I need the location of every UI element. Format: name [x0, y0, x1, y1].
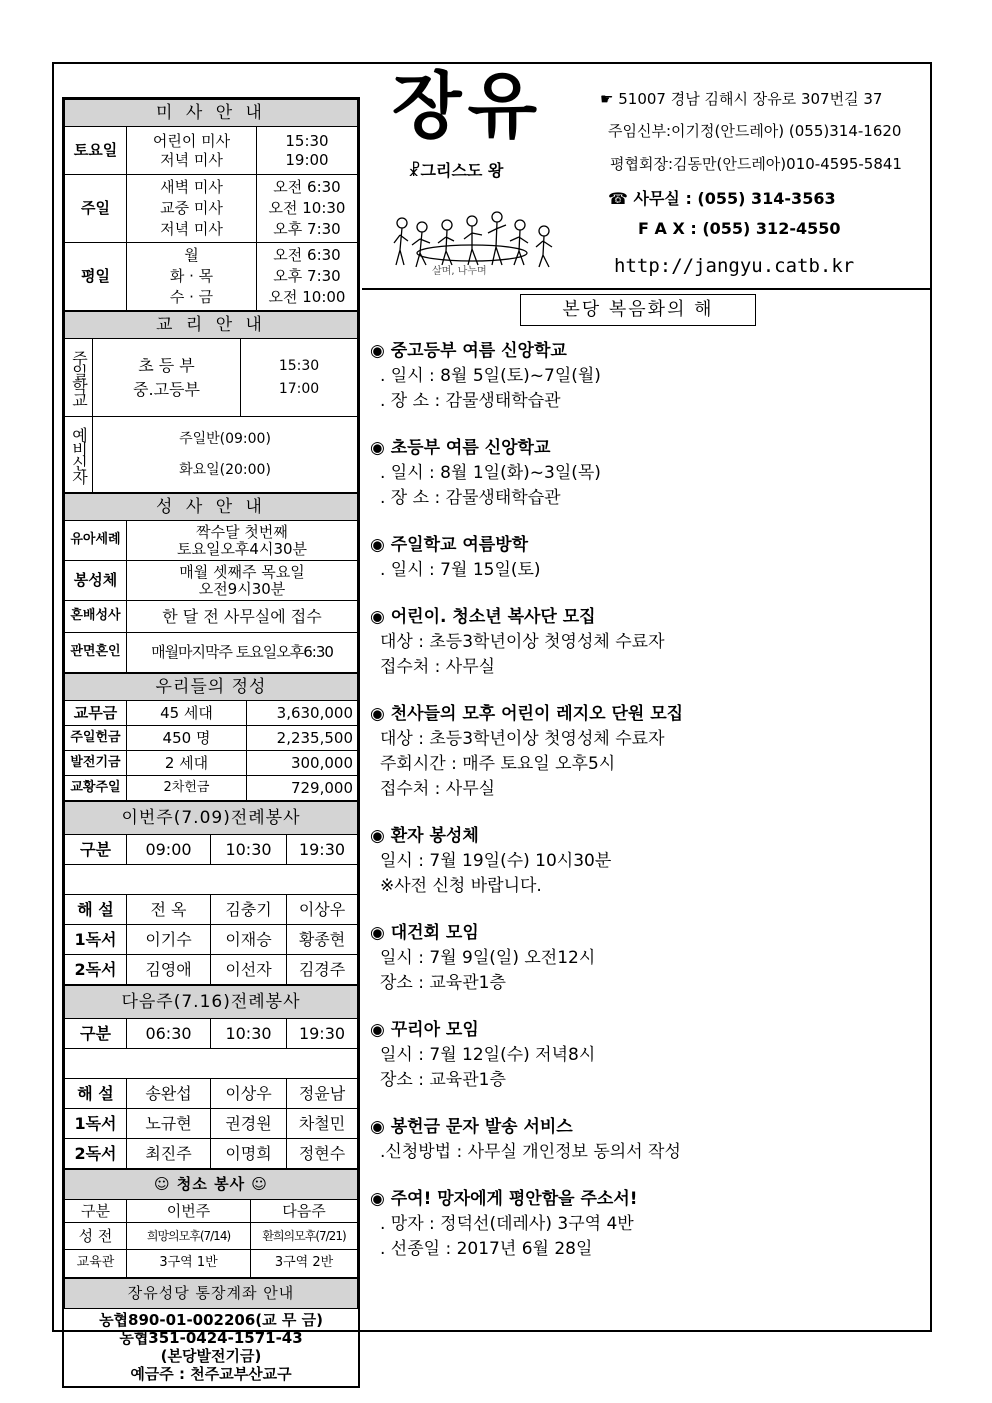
pointing-hand-icon: ☛ — [600, 90, 614, 108]
service-role: 2독서 — [65, 955, 127, 985]
mass-saturday-names: 어린이 미사 저녁 미사 — [127, 127, 257, 175]
notice-line: 대상 : 초등3학년이상 첫영성체 수료자 — [380, 729, 665, 749]
notice-item — [370, 1114, 925, 1165]
catechumen-sunday-class: 주일반(09:00) — [179, 430, 271, 447]
sacrament-value: 짝수달 첫번째 토요일오후4시30분 — [127, 521, 358, 561]
service-column-header: 10:30 — [211, 1019, 287, 1049]
notice-title: ◉ 주여! 망자에게 평안함을 주소서! — [370, 1189, 638, 1209]
notice-item — [370, 532, 925, 583]
drawing-caption: 살며, 나누며 — [432, 266, 487, 277]
header-divider — [362, 288, 930, 290]
sacrament-label: 관면혼인 — [65, 633, 127, 673]
service-person: 이재승 — [211, 925, 287, 955]
offering-label: 발전기금 — [65, 751, 127, 776]
cleaning-group: 3구역 2반 — [251, 1250, 358, 1278]
service-column-header: 구분 — [65, 1019, 127, 1049]
cleaning-column-header: 구분 — [65, 1200, 127, 1223]
offering-count: 2차헌금 — [127, 776, 247, 801]
mass-sunday-names: 새벽 미사 교중 미사 저녁 미사 — [127, 175, 257, 243]
website-url[interactable]: http://jangyu.catb.kr — [614, 255, 855, 277]
sacraments-table — [64, 520, 358, 673]
offering-count: 2 세대 — [127, 751, 247, 776]
cleaning-group: 희망의모후(7/14) — [127, 1223, 251, 1250]
notice-title: ◉ 봉헌금 문자 발송 서비스 — [370, 1117, 573, 1137]
notices-list — [370, 338, 925, 1283]
notice-item — [370, 701, 925, 802]
offering-amount: 300,000 — [247, 751, 358, 776]
offering-label: 주일헌금 — [65, 726, 127, 751]
sunday-school-names: 초 등 부 중.고등부 — [93, 339, 241, 417]
mass-sunday-times: 오전 6:30 오전 10:30 오후 7:30 — [257, 175, 358, 243]
mass-section — [62, 97, 360, 1388]
notice-line: .신청방법 : 사무실 개인정보 동의서 작성 — [380, 1142, 681, 1162]
notice-title: ◉ 환자 봉성체 — [370, 826, 479, 846]
service-column-header: 19:30 — [287, 835, 358, 865]
service-next-table — [64, 1018, 358, 1169]
notice-title: ◉ 꾸리아 모임 — [370, 1020, 479, 1040]
phone-icon: ☎ — [608, 189, 628, 208]
cleaning-heading: ☺ 청소 봉사 ☺ — [64, 1169, 358, 1199]
sacrament-label: 유아세례 — [65, 521, 127, 561]
notice-title: ◉ 주일학교 여름방학 — [370, 535, 529, 555]
service-role: 해 설 — [65, 1079, 127, 1109]
service-role: 1독서 — [65, 1109, 127, 1139]
offering-label: 교황주일 — [65, 776, 127, 801]
mass-weekday-label: 평일 — [65, 243, 127, 311]
service-person: 이상우 — [287, 895, 358, 925]
notice-line: . 장 소 : 감물생태학습관 — [380, 391, 561, 411]
offering-table — [64, 700, 358, 801]
notice-title: ◉ 대건회 모임 — [370, 923, 479, 943]
sacrament-value: 한 달 전 사무실에 접수 — [127, 601, 358, 633]
service-column-header: 09:00 — [127, 835, 211, 865]
notice-line: . 망자 : 정덕선(데레사) 3구역 4반 — [380, 1214, 634, 1234]
offering-amount: 729,000 — [247, 776, 358, 801]
notice-item — [370, 435, 925, 511]
offering-amount: 2,235,500 — [247, 726, 358, 751]
mass-saturday-times: 15:30 19:00 — [257, 127, 358, 175]
notice-line: . 선종일 : 2017년 6월 28일 — [380, 1239, 593, 1259]
notice-item — [370, 338, 925, 414]
service-person: 정윤남 — [287, 1079, 358, 1109]
catechism-heading: 교 리 안 내 — [64, 311, 358, 338]
notice-line: ※사전 신청 바랍니다. — [380, 876, 542, 896]
fax-line: F A X : (055) 312-4550 — [638, 219, 841, 238]
council-line: 평협회장:김동만(안드레아)010-4595-5841 — [610, 155, 902, 173]
notice-line: 일시 : 7월 19일(수) 10시30분 — [380, 851, 612, 871]
service-person: 전 옥 — [127, 895, 211, 925]
sunday-school-label: 주일학교 — [65, 339, 93, 417]
notice-title: ◉ 천사들의 모후 어린이 레지오 단원 모집 — [370, 704, 684, 724]
account-heading: 장유성당 통장계좌 안내 — [64, 1278, 358, 1308]
service-person: 김경주 — [287, 955, 358, 985]
service-person: 차철민 — [287, 1109, 358, 1139]
service-person: 노규현 — [127, 1109, 211, 1139]
service-person: 이기수 — [127, 925, 211, 955]
left-column — [62, 97, 360, 1388]
cleaning-column-header: 이번주 — [127, 1200, 251, 1223]
service-person: 권경원 — [211, 1109, 287, 1139]
offering-amount: 3,630,000 — [247, 701, 358, 726]
address-text: 51007 경남 김해시 장유로 307번길 37 — [618, 90, 883, 108]
sunday-school-times: 15:30 17:00 — [241, 339, 358, 417]
service-column-header: 10:30 — [211, 835, 287, 865]
service-person: 정현수 — [287, 1139, 358, 1169]
mass-weekday-times: 오전 6:30 오후 7:30 오전 10:00 — [257, 243, 358, 311]
cleaning-group: 3구역 1반 — [127, 1250, 251, 1278]
account-details — [64, 1308, 358, 1386]
notice-line: 대상 : 초등3학년이상 첫영성체 수료자 — [380, 632, 665, 652]
cleaning-column-header: 다음주 — [251, 1200, 358, 1223]
service-person: 황종현 — [287, 925, 358, 955]
notice-line: 일시 : 7월 9일(일) 오전12시 — [380, 948, 596, 968]
office-phone-text: 사무실 : (055) 314-3563 — [633, 189, 836, 208]
service-this-table — [64, 834, 358, 985]
parish-title: 장유 — [392, 64, 544, 148]
notice-line: . 일시 : 8월 5일(토)~7일(월) — [380, 366, 601, 386]
service-person: 이명희 — [211, 1139, 287, 1169]
cleaning-area: 성 전 — [65, 1223, 127, 1250]
service-person: 최진주 — [127, 1139, 211, 1169]
service-person: 김충기 — [211, 895, 287, 925]
notice-item — [370, 1186, 925, 1262]
notice-item — [370, 1017, 925, 1093]
notice-line: 접수처 : 사무실 — [380, 657, 496, 677]
offering-count: 450 명 — [127, 726, 247, 751]
mass-table — [64, 126, 358, 311]
address-line — [600, 88, 920, 109]
mass-heading: 미 사 안 내 — [64, 99, 358, 126]
cleaning-area: 교육관 — [65, 1250, 127, 1278]
service-role: 1독서 — [65, 925, 127, 955]
mass-weekday-names: 월 화 · 목 수 · 금 — [127, 243, 257, 311]
year-theme-box: 본당 복음화의 해 — [520, 294, 756, 326]
notice-line: 주회시간 : 매주 토요일 오후5시 — [380, 754, 616, 774]
sacraments-heading: 성 사 안 내 — [64, 493, 358, 520]
sacrament-label: 혼배성사 — [65, 601, 127, 633]
notice-line: . 일시 : 7월 15일(토) — [380, 560, 541, 580]
service-column-header: 구분 — [65, 835, 127, 865]
service-role: 2독서 — [65, 1139, 127, 1169]
pastor-line: 주임신부:이기정(안드레아) (055)314-1620 — [608, 122, 902, 140]
account-line: 예금주 : 천주교부산교구 — [130, 1365, 292, 1383]
sacrament-value: 매월 셋째주 목요일 오전9시30분 — [127, 561, 358, 601]
notice-line: . 장 소 : 감물생태학습관 — [380, 488, 561, 508]
service-person: 이선자 — [211, 955, 287, 985]
notice-line: 장소 : 교육관1층 — [380, 973, 506, 993]
cleaning-group: 환희의모후(7/21) — [251, 1223, 358, 1250]
notice-title: ◉ 초등부 여름 신앙학교 — [370, 438, 551, 458]
catechism-table — [64, 338, 358, 493]
service-column-header: 19:30 — [287, 1019, 358, 1049]
account-line: 농협351-0424-1571-43 — [119, 1329, 303, 1347]
offering-label: 교무금 — [65, 701, 127, 726]
service-person: 송완섭 — [127, 1079, 211, 1109]
notice-item — [370, 604, 925, 680]
notice-title: ◉ 어린이. 청소년 복사단 모집 — [370, 607, 596, 627]
mass-sunday-label: 주일 — [65, 175, 127, 243]
service-role: 해 설 — [65, 895, 127, 925]
service-column-header: 06:30 — [127, 1019, 211, 1049]
account-line: 농협890-01-002206(교 무 금) — [99, 1311, 323, 1329]
notice-line: 일시 : 7월 12일(수) 저녁8시 — [380, 1045, 596, 1065]
account-line: (본당발전기금) — [160, 1347, 262, 1365]
service-person: 김영애 — [127, 955, 211, 985]
service-this-heading: 이번주(7.09)전례봉사 — [64, 801, 358, 834]
notice-item — [370, 920, 925, 996]
service-next-heading: 다음주(7.16)전례봉사 — [64, 985, 358, 1018]
sacrament-label: 봉성체 — [65, 561, 127, 601]
service-person: 이상우 — [211, 1079, 287, 1109]
notice-line: 장소 : 교육관1층 — [380, 1070, 506, 1090]
notice-line: . 일시 : 8월 1일(화)~3일(목) — [380, 463, 601, 483]
parish-subtitle: ☧그리스도 왕 — [408, 161, 504, 180]
notice-item — [370, 823, 925, 899]
catechumen-label: 예비신자 — [65, 417, 93, 493]
notice-title: ◉ 중고등부 여름 신앙학교 — [370, 341, 567, 361]
office-phone-line — [608, 186, 928, 209]
offering-count: 45 세대 — [127, 701, 247, 726]
offering-heading: 우리들의 정성 — [64, 673, 358, 700]
cleaning-table — [64, 1199, 358, 1278]
notice-line: 접수처 : 사무실 — [380, 779, 496, 799]
sacrament-value: 매월마지막주 토요일오후6:30 — [127, 633, 358, 673]
mass-saturday-label: 토요일 — [65, 127, 127, 175]
catechumen-tuesday-class: 화요일(20:00) — [179, 461, 271, 478]
